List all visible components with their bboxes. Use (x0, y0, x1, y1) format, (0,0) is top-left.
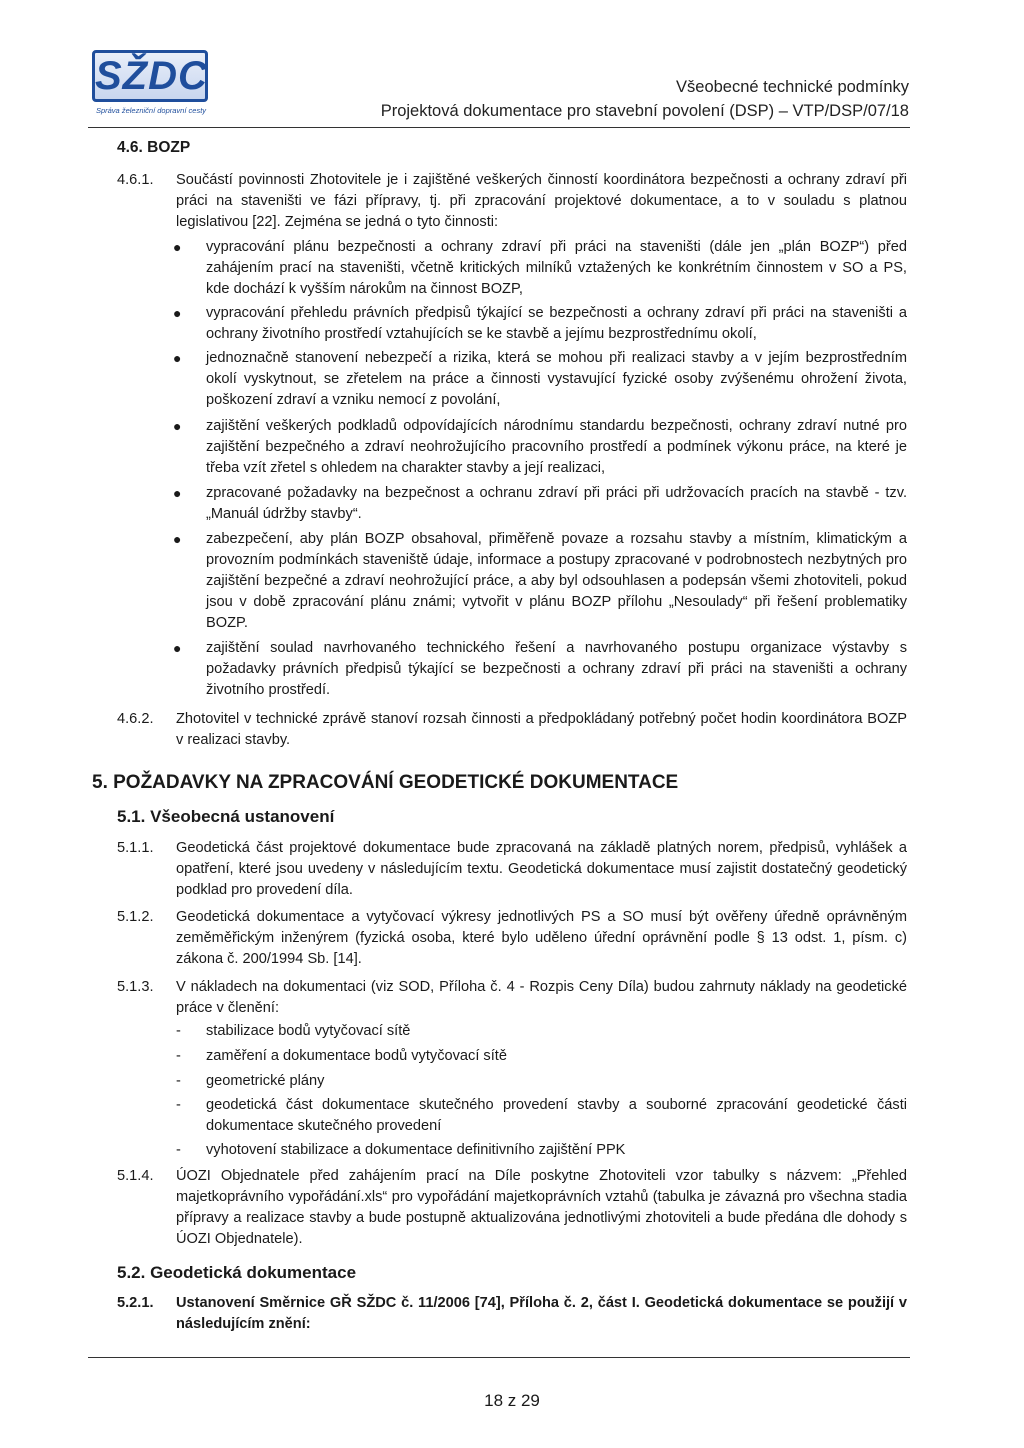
para-5-1-1-number: 5.1.1. (117, 840, 154, 856)
bullet-marker: ● (173, 305, 182, 321)
dash-item-1: stabilizace bodů vytyčovací sítě (206, 1023, 411, 1039)
page-number: 18 z 29 (484, 1391, 540, 1410)
para-4-6-2-text: Zhotovitel v technické zprávě stanoví rozsah činnosti a předpokládaný potřebný počet hodin koordinátora BOZP v realizaci stavby. (176, 711, 907, 748)
bullet-marker: ● (173, 531, 182, 547)
footer-divider (88, 1357, 910, 1358)
dash-item-3: geometrické plány (206, 1073, 325, 1089)
dash-marker: - (176, 1142, 181, 1158)
para-5-1-1-text: Geodetická část projektové dokumentace bude zpracovaná na základě platných norem, předpisů, vyhlášek a opatření, které jsou uvedeny v následujícím textu. Geodetická dokumentace musí zajistit dostatečný geodetický podklad pro provedení díla. (176, 840, 907, 898)
bullet-item-4: zajištění veškerých podkladů odpovídajících národnímu standardu bezpečnosti, ochrany zdraví nutné pro zajištění bezpečného a zdraví neohrožujícího pracovního prostředí a podmínek výkonu práce, na které je třeba vzít zřetel s ohledem na charakter stavby a její realizaci, (206, 418, 907, 476)
dash-item-2: zaměření a dokumentace bodů vytyčovací sítě (206, 1048, 507, 1064)
para-5-1-4-text: ÚOZI Objednatele před zahájením prací na Díle poskytne Zhotoviteli vzor tabulky s názvem: „Přehled majetkoprávního vypořádání.xls“ pro vypořádání majetkoprávních vztahů (tabulka je závazná pro všechna stadia přípravy a realizace stavby a bude postupně aktualizována jednotlivými zhotoviteli a bude předána dle dohody s ÚOZI Objednatele). (176, 1168, 907, 1247)
bullet-item-5: zpracované požadavky na bezpečnost a ochranu zdraví při práci při udržovacích pracích na stavbě - tzv. „Manuál údržby stavby“. (206, 485, 907, 522)
para-5-1-4-number: 5.1.4. (117, 1168, 154, 1184)
header-divider (88, 127, 910, 128)
bullet-item-1: vypracování plánu bezpečnosti a ochrany zdraví při práci na staveništi (dále jen „plán BOZP“) před zahájením prací na staveništi, včetně kritických milníků vztažených ke konkrétním činnostem v SO a PS, kde dochází k vyšším nárokům na činnost BOZP, (206, 239, 907, 297)
section-4-6-heading: 4.6. BOZP (117, 139, 191, 156)
bullet-marker: ● (173, 350, 182, 366)
bullet-marker: ● (173, 640, 182, 656)
bullet-item-3: jednoznačně stanovení nebezpečí a rizika, která se mohou při realizaci stavby a v jejím bezprostředním okolí vyskytnout, se zřetelem na práce a činnosti vystavující fyzické osoby zvýšenému ohrožení života, poškození zdraví a vzniku nemocí z povolání, (206, 350, 907, 408)
chapter-5-heading: 5. POŽADAVKY NA ZPRACOVÁNÍ GEODETICKÉ DOKUMENTACE (92, 772, 679, 793)
bullet-marker: ● (173, 239, 182, 255)
section-5-2-heading: 5.2. Geodetická dokumentace (117, 1263, 357, 1282)
szdc-logo (90, 50, 212, 122)
para-4-6-2-number: 4.6.2. (117, 711, 154, 727)
para-5-1-2-number: 5.1.2. (117, 909, 154, 925)
header-title: Všeobecné technické podmínky (676, 78, 909, 96)
bullet-item-6: zabezpečení, aby plán BOZP obsahoval, přiměřeně povaze a rozsahu stavby a místním, klimatickým a provozním podmínkách staveniště údaje, informace a postupy zpracované v podrobnostech nezbytných pro zajištění bezpečné a zdraví neohrožující práce, a aby byl odsouhlasen a podepsán všemi zhotoviteli, pokud jsou v době zpracování plánu známi; vytvořit v plánu BOZP přílohu „Nesoulady“ při řešení problematiky BOZP. (206, 531, 907, 631)
header-subtitle: Projektová dokumentace pro stavební povolení (DSP) – VTP/DSP/07/18 (380, 102, 909, 120)
logo-subtitle: Správa železniční dopravní cesty (95, 106, 207, 115)
bullet-item-2: vypracování přehledu právních předpisů týkající se bezpečnosti a ochrany zdraví při práci na staveništi a ochrany životního prostředí vztahujících se ke stavbě a jejímu bezprostřednímu okolí, (206, 305, 907, 342)
para-5-1-3-text: V nákladech na dokumentaci (viz SOD, Příloha č. 4 - Rozpis Ceny Díla) budou zahrnuty náklady na geodetické práce v členění: (176, 979, 907, 1016)
dash-item-5: vyhotovení stabilizace a dokumentace definitivního zajištění PPK (206, 1142, 626, 1158)
para-5-2-1-text: Ustanovení Směrnice GŘ SŽDC č. 11/2006 [74], Příloha č. 2, část I. Geodetická dokumentace se použijí v následujícím znění: (176, 1295, 907, 1332)
section-5-1-heading: 5.1. Všeobecná ustanovení (117, 807, 335, 826)
dash-marker: - (176, 1097, 181, 1113)
para-4-6-1-text: Součástí povinnosti Zhotovitele je i zajištěné veškerých činností koordinátora bezpečnosti a ochrany zdraví při práci na staveništi ve fázi přípravy, tj. při zpracování projektové dokumentace, a to v souladu s platnou legislativou [22]. Zejména se jedná o tyto činnosti: (176, 172, 907, 230)
bullet-marker: ● (173, 485, 182, 501)
bullet-item-7: zajištění soulad navrhovaného technického řešení a navrhovaného postupu organizace výstavby s požadavky právních předpisů týkající se bezpečnosti a ochrany zdraví při práci na staveništi a ochrany životního prostředí. (206, 640, 907, 698)
bullet-marker: ● (173, 418, 182, 434)
para-5-1-3-number: 5.1.3. (117, 979, 154, 995)
dash-marker: - (176, 1073, 181, 1089)
para-5-1-2-text: Geodetická dokumentace a vytyčovací výkresy jednotlivých PS a SO musí být ověřeny úředně oprávněným zeměměřickým inženýrem (fyzická osoba, které bylo uděleno úřední oprávnění podle § 13 odst. 1, písm. c) zákona č. 200/1994 Sb. [14]. (176, 909, 907, 967)
para-5-2-1-number: 5.2.1. (117, 1295, 154, 1311)
dash-marker: - (176, 1023, 181, 1039)
dash-marker: - (176, 1048, 181, 1064)
para-4-6-1-number: 4.6.1. (117, 172, 154, 188)
logo-mark: SŽDC (92, 50, 208, 102)
dash-item-4: geodetická část dokumentace skutečného provedení stavby a souborné zpracování geodetické části dokumentace skutečného provedení (206, 1097, 907, 1134)
